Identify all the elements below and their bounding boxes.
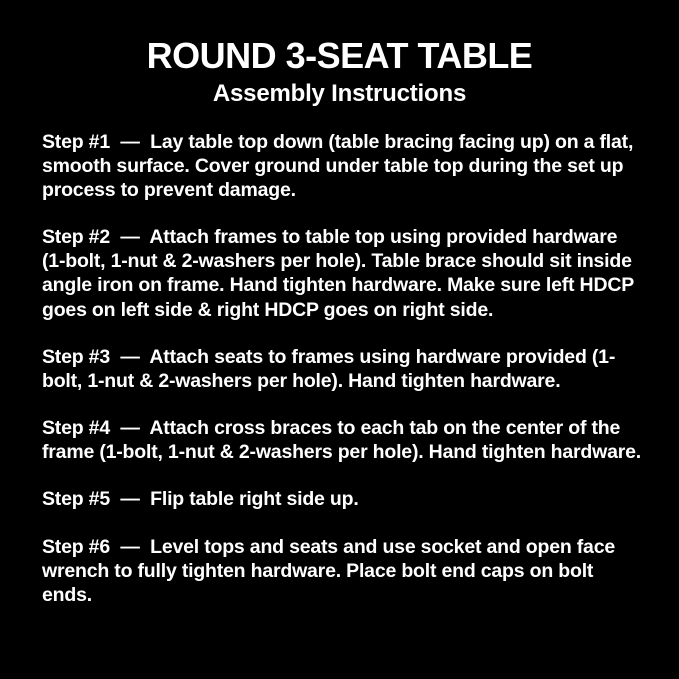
step-2-paragraph: Step #2 — Attach frames to table top using provided hardware (1-bolt, 1-nut & 2-washers per hole). Table brace should sit inside angle iron on frame. Hand tighten hardware. Make sure left HDCP goes on left side & right HDCP goes on right side. xyxy=(42,226,639,321)
step-1-paragraph: Step #1 — Lay table top down (table bracing facing up) on a flat, smooth surface. Cover ground under table top during the set up process to prevent damage. xyxy=(42,130,639,201)
step-6-paragraph: Step #6 — Level tops and seats and use socket and open face wrench to fully tighten hardware. Place bolt end caps on bolt ends. xyxy=(42,535,621,606)
step-3-paragraph: Step #3 — Attach seats to frames using hardware provided (1-bolt, 1-nut & 2-washers per hole). Hand tighten hardware. xyxy=(42,345,616,392)
step-4-paragraph: Step #4 — Attach cross braces to each tab on the center of the frame (1-bolt, 1-nut & 2-washers per hole). Hand tighten hardware. xyxy=(42,417,641,464)
page-subtitle: Assembly Instructions xyxy=(212,79,467,107)
header xyxy=(0,0,679,108)
page-title: ROUND 3-SEAT TABLE xyxy=(146,35,533,76)
step-5-paragraph: Step #5 — Flip table right side up. xyxy=(42,488,359,511)
instructions xyxy=(0,108,679,608)
